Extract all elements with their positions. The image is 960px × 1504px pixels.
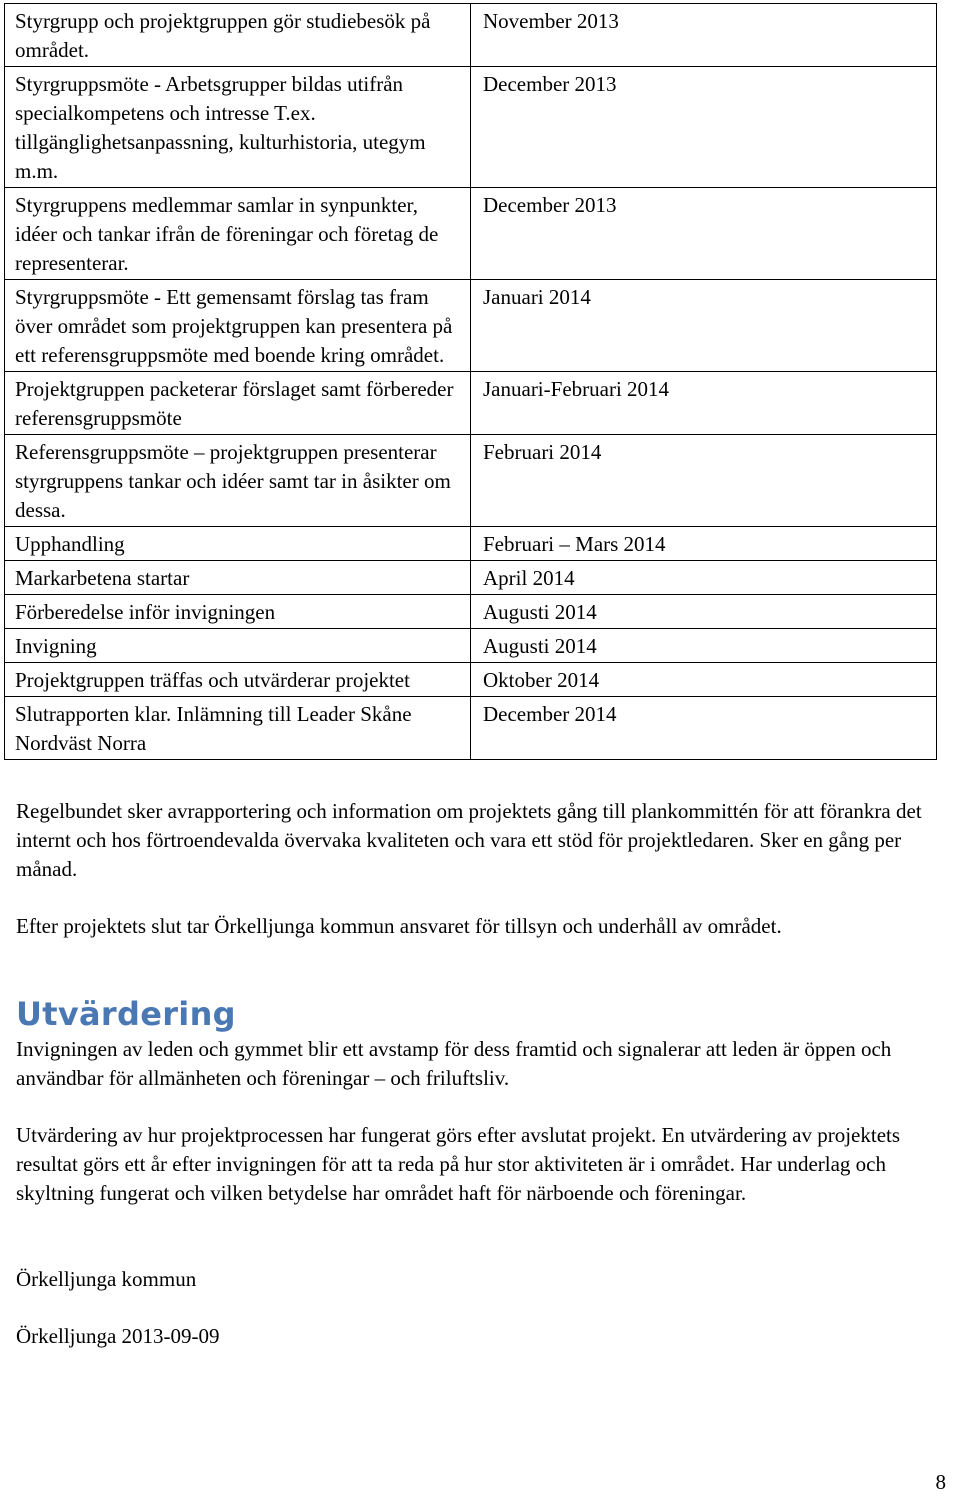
- date-cell: November 2013: [471, 4, 937, 67]
- activity-cell: Markarbetena startar: [5, 561, 471, 595]
- table-row: [5, 280, 937, 372]
- activity-cell: Upphandling: [5, 527, 471, 561]
- table-row: [5, 4, 937, 67]
- activity-cell: Styrgruppens medlemmar samlar in synpunkter, idéer och tankar ifrån de föreningar och företag de representerar.: [5, 188, 471, 280]
- date-cell: Oktober 2014: [471, 663, 937, 697]
- table-row: [5, 561, 937, 595]
- activity-cell: Styrgruppsmöte - Arbetsgrupper bildas utifrån specialkompetens och intresse T.ex. tillgänglighetsanpassning, kulturhistoria, utegym m.m.: [5, 67, 471, 188]
- activity-cell: Projektgruppen packeterar förslaget samt förbereder referensgruppsmöte: [5, 372, 471, 435]
- evaluation-heading: Utvärdering: [16, 995, 236, 1033]
- responsibility-paragraph: Efter projektets slut tar Örkelljunga kommun ansvaret för tillsyn och underhåll av området.: [16, 914, 782, 938]
- date-cell: Januari-Februari 2014: [471, 372, 937, 435]
- page-number: 8: [935, 1470, 946, 1494]
- reporting-paragraph: Regelbundet sker avrapportering och information om projektets gång till plankommittén för att förankra det internt och hos förtroendevalda övervaka kvaliteten och vara ett stöd för projektledaren. Sker en gång per månad.: [16, 799, 922, 881]
- organization-signature: Örkelljunga kommun: [16, 1267, 197, 1291]
- table-row: [5, 663, 937, 697]
- table-row: [5, 188, 937, 280]
- date-cell: December 2013: [471, 67, 937, 188]
- date-cell: December 2014: [471, 697, 937, 760]
- date-cell: Februari – Mars 2014: [471, 527, 937, 561]
- date-cell: Januari 2014: [471, 280, 937, 372]
- date-cell: December 2013: [471, 188, 937, 280]
- schedule-table: [4, 3, 937, 760]
- activity-cell: Invigning: [5, 629, 471, 663]
- evaluation-paragraph-1: Invigningen av leden och gymmet blir ett avstamp för dess framtid och signalerar att leden är öppen och användbar för allmänheten och föreningar – och friluftsliv.: [16, 1037, 892, 1090]
- date-cell: Februari 2014: [471, 435, 937, 527]
- table-row: [5, 595, 937, 629]
- activity-cell: Projektgruppen träffas och utvärderar projektet: [5, 663, 471, 697]
- table-row: [5, 435, 937, 527]
- activity-cell: Styrgruppsmöte - Ett gemensamt förslag tas fram över området som projektgruppen kan presentera på ett referensgruppsmöte med boende kring området.: [5, 280, 471, 372]
- date-cell: April 2014: [471, 561, 937, 595]
- table-row: [5, 527, 937, 561]
- date-cell: Augusti 2014: [471, 629, 937, 663]
- date-cell: Augusti 2014: [471, 595, 937, 629]
- table-row: [5, 372, 937, 435]
- activity-cell: Slutrapporten klar. Inlämning till Leader Skåne Nordväst Norra: [5, 697, 471, 760]
- table-row: [5, 629, 937, 663]
- activity-cell: Förberedelse inför invigningen: [5, 595, 471, 629]
- place-date: Örkelljunga 2013-09-09: [16, 1324, 220, 1348]
- activity-cell: Styrgrupp och projektgruppen gör studiebesök på området.: [5, 4, 471, 67]
- table-row: [5, 697, 937, 760]
- activity-cell: Referensgruppsmöte – projektgruppen presenterar styrgruppens tankar och idéer samt tar in åsikter om dessa.: [5, 435, 471, 527]
- table-row: [5, 67, 937, 188]
- evaluation-paragraph-2: Utvärdering av hur projektprocessen har fungerat görs efter avslutat projekt. En utvärdering av projektets resultat görs ett år efter invigningen för att ta reda på hur stor aktiviteten är i området. Har underlag och skyltning fungerat och vilken betydelse har området haft för närboende och föreningar.: [16, 1123, 901, 1205]
